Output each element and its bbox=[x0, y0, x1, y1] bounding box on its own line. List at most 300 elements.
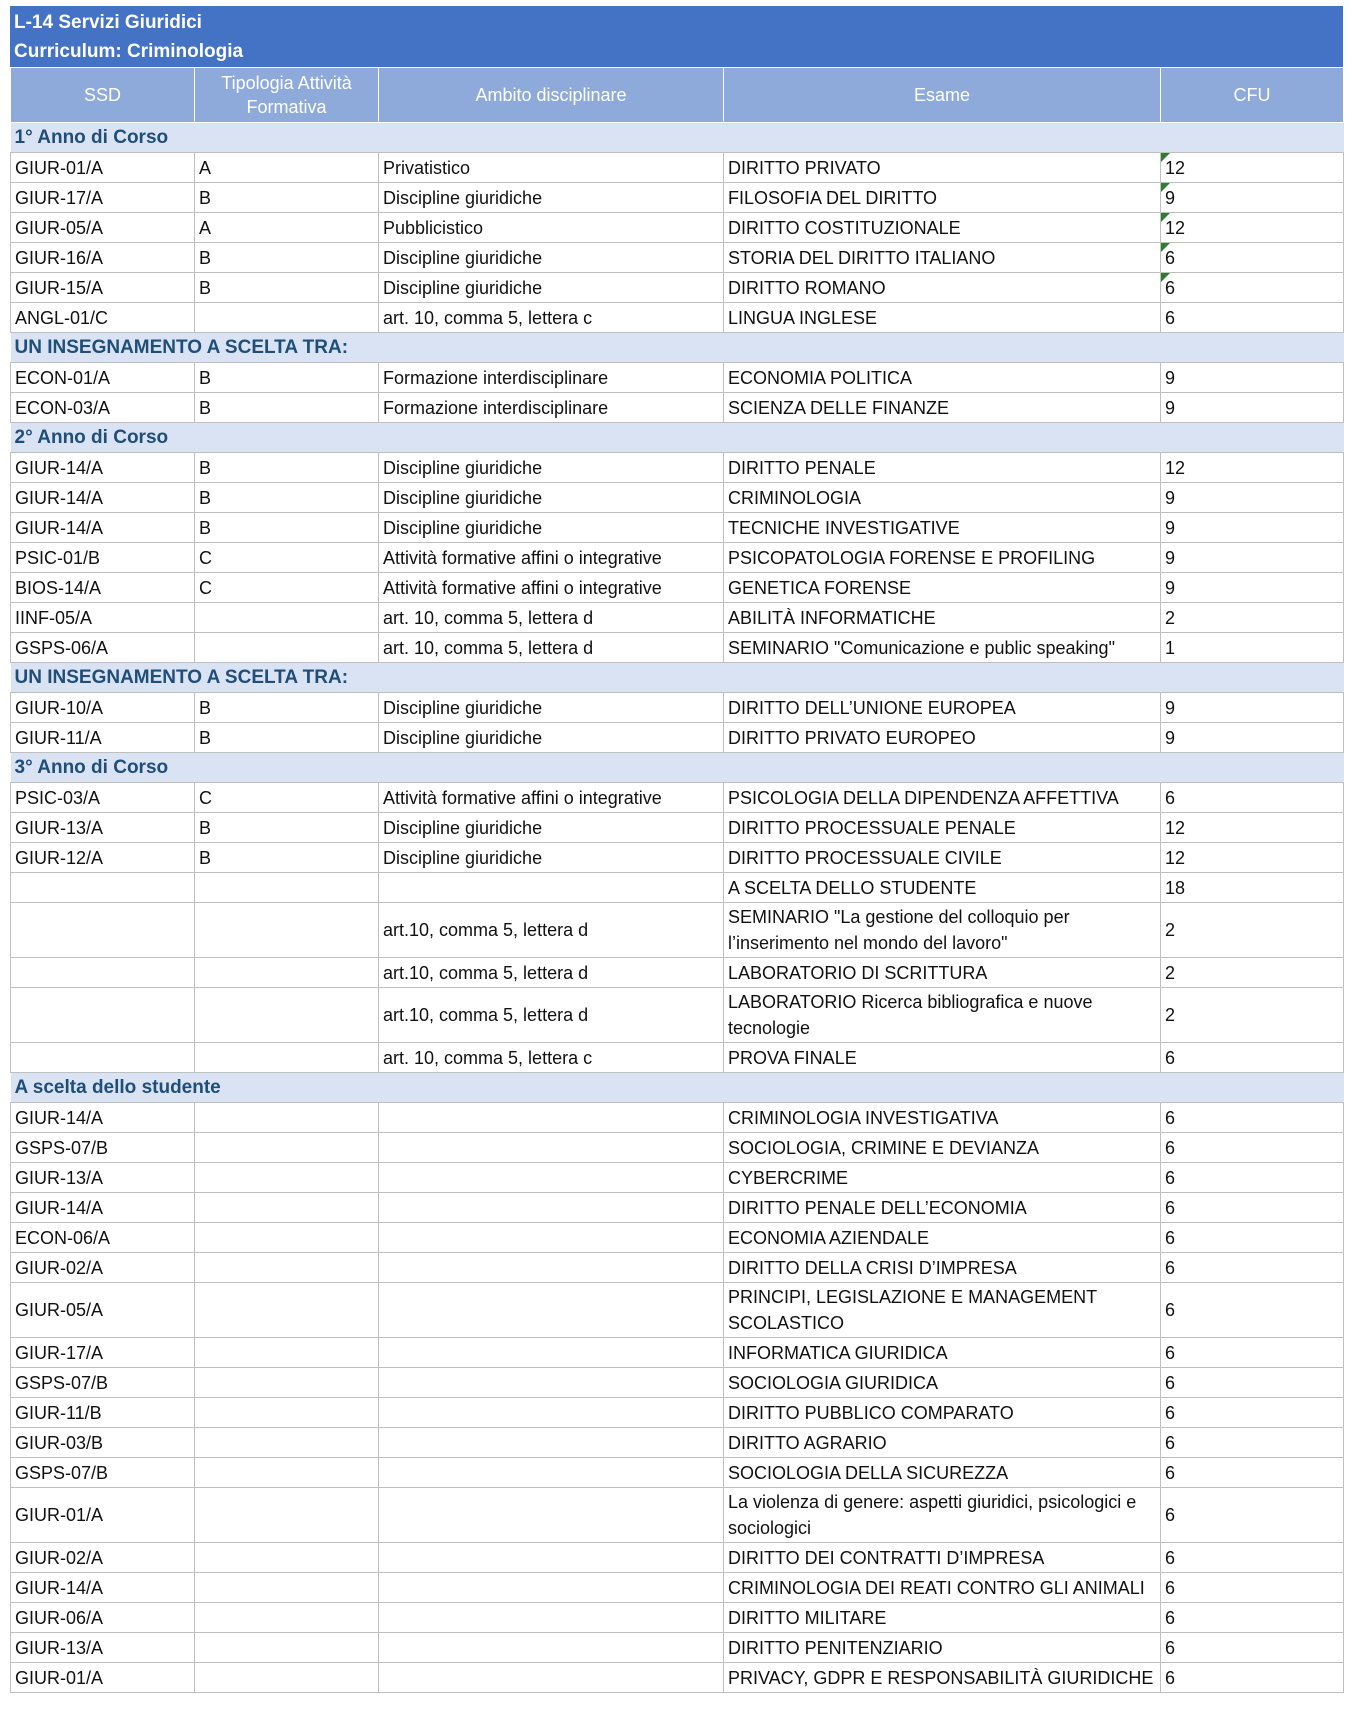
cell-cfu bbox=[1161, 183, 1344, 213]
cell-tipologia: B bbox=[195, 273, 379, 303]
cell-esame: DIRITTO DELLA CRISI D’IMPRESA bbox=[724, 1253, 1161, 1283]
cell-ambito bbox=[379, 1163, 724, 1193]
cell-ssd bbox=[11, 873, 195, 903]
cell-ambito bbox=[379, 1253, 724, 1283]
cell-ssd: GIUR-14/A bbox=[11, 483, 195, 513]
cell-ssd: IINF-05/A bbox=[11, 603, 195, 633]
cell-ambito bbox=[379, 1193, 724, 1223]
cfu-value: 6 bbox=[1165, 1667, 1176, 1688]
cell-tipologia bbox=[195, 1193, 379, 1223]
cell-ambito bbox=[379, 1338, 724, 1368]
cell-ssd: ANGL-01/C bbox=[11, 303, 195, 333]
cell-cfu bbox=[1161, 153, 1344, 183]
cfu-value: 2 bbox=[1165, 607, 1176, 628]
cell-tipologia bbox=[195, 1163, 379, 1193]
cell-esame: DIRITTO PUBBLICO COMPARATO bbox=[724, 1398, 1161, 1428]
section-heading: UN INSEGNAMENTO A SCELTA TRA: bbox=[11, 663, 1344, 693]
cell-tipologia: B bbox=[195, 843, 379, 873]
cell-ambito bbox=[379, 1603, 724, 1633]
cell-tipologia bbox=[195, 1283, 379, 1338]
cell-ambito: Attività formative affini o integrative bbox=[379, 783, 724, 813]
cell-esame: PSICOPATOLOGIA FORENSE E PROFILING bbox=[724, 543, 1161, 573]
section-heading-row bbox=[11, 123, 1344, 153]
cell-ssd bbox=[11, 958, 195, 988]
table-row bbox=[11, 958, 1344, 988]
cell-esame: CYBERCRIME bbox=[724, 1163, 1161, 1193]
cell-ssd bbox=[11, 988, 195, 1043]
cfu-value: 2 bbox=[1165, 962, 1176, 983]
cell-cfu bbox=[1161, 303, 1344, 333]
cell-tipologia bbox=[195, 988, 379, 1043]
cell-tipologia bbox=[195, 1133, 379, 1163]
cell-ambito: Privatistico bbox=[379, 153, 724, 183]
cell-cfu bbox=[1161, 1428, 1344, 1458]
table-row bbox=[11, 393, 1344, 423]
table-row bbox=[11, 603, 1344, 633]
cell-tipologia: B bbox=[195, 513, 379, 543]
cell-ssd: GIUR-14/A bbox=[11, 1573, 195, 1603]
cell-esame: STORIA DEL DIRITTO ITALIANO bbox=[724, 243, 1161, 273]
cfu-value: 6 bbox=[1165, 277, 1176, 298]
cell-ssd: GIUR-12/A bbox=[11, 843, 195, 873]
cfu-value: 6 bbox=[1165, 1637, 1176, 1658]
cell-esame: LINGUA INGLESE bbox=[724, 303, 1161, 333]
cell-cfu bbox=[1161, 633, 1344, 663]
curriculum-subtitle: Curriculum: Criminologia bbox=[14, 41, 244, 62]
table-row bbox=[11, 1253, 1344, 1283]
cell-ambito bbox=[379, 1543, 724, 1573]
header-ambito: Ambito disciplinare bbox=[379, 68, 724, 123]
cell-tipologia: C bbox=[195, 783, 379, 813]
table-row bbox=[11, 783, 1344, 813]
cell-ambito: Discipline giuridiche bbox=[379, 183, 724, 213]
cell-esame: DIRITTO DELL’UNIONE EUROPEA bbox=[724, 693, 1161, 723]
cfu-value: 6 bbox=[1165, 247, 1176, 268]
cell-ambito: Discipline giuridiche bbox=[379, 843, 724, 873]
cell-ssd: ECON-01/A bbox=[11, 363, 195, 393]
table-row bbox=[11, 153, 1344, 183]
table-row bbox=[11, 1398, 1344, 1428]
cell-ssd: GIUR-16/A bbox=[11, 243, 195, 273]
cell-esame: DIRITTO ROMANO bbox=[724, 273, 1161, 303]
cell-ambito: art.10, comma 5, lettera d bbox=[379, 903, 724, 958]
table-row bbox=[11, 573, 1344, 603]
cell-ambito: Discipline giuridiche bbox=[379, 813, 724, 843]
cell-ambito bbox=[379, 1428, 724, 1458]
cell-ssd: GIUR-05/A bbox=[11, 1283, 195, 1338]
cell-ssd: GIUR-13/A bbox=[11, 813, 195, 843]
cell-esame: DIRITTO PROCESSUALE PENALE bbox=[724, 813, 1161, 843]
cell-ssd: GIUR-06/A bbox=[11, 1603, 195, 1633]
table-row bbox=[11, 1193, 1344, 1223]
cfu-value: 6 bbox=[1165, 1137, 1176, 1158]
cell-cfu bbox=[1161, 1163, 1344, 1193]
header-tipologia: Tipologia Attività Formativa bbox=[195, 68, 379, 123]
cell-tipologia: A bbox=[195, 153, 379, 183]
cell-cfu bbox=[1161, 813, 1344, 843]
cell-ambito: Discipline giuridiche bbox=[379, 513, 724, 543]
cell-ambito: Formazione interdisciplinare bbox=[379, 393, 724, 423]
cell-ambito: Discipline giuridiche bbox=[379, 243, 724, 273]
cfu-value: 2 bbox=[1165, 1005, 1176, 1025]
table-row bbox=[11, 543, 1344, 573]
cell-ssd: GIUR-13/A bbox=[11, 1163, 195, 1193]
cell-esame: LABORATORIO Ricerca bibliografica e nuove tecnologie bbox=[724, 988, 1161, 1043]
table-row bbox=[11, 1043, 1344, 1073]
cell-esame: DIRITTO PROCESSUALE CIVILE bbox=[724, 843, 1161, 873]
cfu-value: 6 bbox=[1165, 1342, 1176, 1363]
cfu-value: 12 bbox=[1165, 847, 1186, 868]
table-row bbox=[11, 693, 1344, 723]
cell-ssd bbox=[11, 903, 195, 958]
section-heading: A scelta dello studente bbox=[11, 1073, 1344, 1103]
table-row bbox=[11, 513, 1344, 543]
cell-ambito: Discipline giuridiche bbox=[379, 273, 724, 303]
cell-ambito: Discipline giuridiche bbox=[379, 483, 724, 513]
cell-tipologia bbox=[195, 633, 379, 663]
table-row bbox=[11, 1458, 1344, 1488]
cell-tipologia bbox=[195, 1043, 379, 1073]
section-heading-row bbox=[11, 423, 1344, 453]
cell-ambito bbox=[379, 873, 724, 903]
cell-ssd: GIUR-01/A bbox=[11, 153, 195, 183]
section-heading: 3° Anno di Corso bbox=[11, 753, 1344, 783]
cell-tipologia bbox=[195, 958, 379, 988]
cell-tipologia bbox=[195, 1488, 379, 1543]
cell-ssd: GIUR-17/A bbox=[11, 1338, 195, 1368]
section-heading-row bbox=[11, 333, 1344, 363]
table-body bbox=[11, 123, 1344, 1693]
cell-tipologia bbox=[195, 1253, 379, 1283]
cell-cfu bbox=[1161, 1283, 1344, 1338]
cell-ssd: GIUR-13/A bbox=[11, 1633, 195, 1663]
cell-esame: PROVA FINALE bbox=[724, 1043, 1161, 1073]
table-row bbox=[11, 1428, 1344, 1458]
cell-ambito bbox=[379, 1398, 724, 1428]
cfu-value: 9 bbox=[1165, 577, 1176, 598]
cell-esame: LABORATORIO DI SCRITTURA bbox=[724, 958, 1161, 988]
cell-tipologia: B bbox=[195, 693, 379, 723]
section-heading-row bbox=[11, 1073, 1344, 1103]
cell-esame: PRINCIPI, LEGISLAZIONE E MANAGEMENT SCOLASTICO bbox=[724, 1283, 1161, 1338]
cell-cfu bbox=[1161, 1338, 1344, 1368]
header-ssd: SSD bbox=[11, 68, 195, 123]
table-row bbox=[11, 1163, 1344, 1193]
cell-tipologia: B bbox=[195, 363, 379, 393]
cell-ssd: GIUR-05/A bbox=[11, 213, 195, 243]
cell-ssd: ECON-06/A bbox=[11, 1223, 195, 1253]
cfu-value: 12 bbox=[1165, 217, 1186, 238]
cell-ssd: GIUR-15/A bbox=[11, 273, 195, 303]
cell-ssd: GIUR-14/A bbox=[11, 1193, 195, 1223]
cell-tipologia bbox=[195, 1573, 379, 1603]
cfu-value: 6 bbox=[1165, 1167, 1176, 1188]
cell-cfu bbox=[1161, 783, 1344, 813]
cfu-value: 6 bbox=[1165, 1107, 1176, 1128]
cell-ssd: BIOS-14/A bbox=[11, 573, 195, 603]
cell-ssd: GIUR-11/A bbox=[11, 723, 195, 753]
cell-cfu bbox=[1161, 988, 1344, 1043]
cell-cfu bbox=[1161, 1603, 1344, 1633]
cell-cfu bbox=[1161, 1543, 1344, 1573]
cell-ambito bbox=[379, 1573, 724, 1603]
cell-tipologia bbox=[195, 1603, 379, 1633]
header-cfu: CFU bbox=[1161, 68, 1344, 123]
cfu-value: 9 bbox=[1165, 547, 1176, 568]
cell-cfu bbox=[1161, 903, 1344, 958]
cell-esame: SOCIOLOGIA, CRIMINE E DEVIANZA bbox=[724, 1133, 1161, 1163]
cell-tipologia: B bbox=[195, 243, 379, 273]
cell-ambito bbox=[379, 1458, 724, 1488]
cell-cfu bbox=[1161, 483, 1344, 513]
cell-cfu bbox=[1161, 513, 1344, 543]
cfu-value: 6 bbox=[1165, 1547, 1176, 1568]
cell-esame: SCIENZA DELLE FINANZE bbox=[724, 393, 1161, 423]
cfu-value: 6 bbox=[1165, 1197, 1176, 1218]
cell-ssd: GIUR-17/A bbox=[11, 183, 195, 213]
cfu-value: 9 bbox=[1165, 517, 1176, 538]
table-row bbox=[11, 363, 1344, 393]
cell-tipologia bbox=[195, 873, 379, 903]
table-row bbox=[11, 1488, 1344, 1543]
cell-esame: PSICOLOGIA DELLA DIPENDENZA AFFETTIVA bbox=[724, 783, 1161, 813]
header-row bbox=[11, 68, 1344, 123]
table-row bbox=[11, 243, 1344, 273]
table-row bbox=[11, 453, 1344, 483]
cell-cfu bbox=[1161, 363, 1344, 393]
courses-table bbox=[10, 67, 1344, 1693]
cell-ambito bbox=[379, 1223, 724, 1253]
cell-esame: CRIMINOLOGIA bbox=[724, 483, 1161, 513]
cell-tipologia bbox=[195, 1458, 379, 1488]
cell-tipologia bbox=[195, 1663, 379, 1693]
cell-tipologia: A bbox=[195, 213, 379, 243]
table-row bbox=[11, 813, 1344, 843]
cfu-value: 9 bbox=[1165, 397, 1176, 418]
cell-ambito bbox=[379, 1488, 724, 1543]
cell-ambito: Discipline giuridiche bbox=[379, 453, 724, 483]
cell-esame: A SCELTA DELLO STUDENTE bbox=[724, 873, 1161, 903]
table-row bbox=[11, 723, 1344, 753]
cell-tipologia bbox=[195, 1543, 379, 1573]
cell-esame: GENETICA FORENSE bbox=[724, 573, 1161, 603]
cell-ssd: GSPS-06/A bbox=[11, 633, 195, 663]
cell-cfu bbox=[1161, 543, 1344, 573]
cell-esame: ECONOMIA POLITICA bbox=[724, 363, 1161, 393]
cfu-value: 2 bbox=[1165, 920, 1176, 940]
cell-tipologia bbox=[195, 903, 379, 958]
cell-ssd: PSIC-01/B bbox=[11, 543, 195, 573]
cell-cfu bbox=[1161, 1133, 1344, 1163]
cfu-value: 12 bbox=[1165, 457, 1186, 478]
table-row bbox=[11, 1103, 1344, 1133]
course-title: L-14 Servizi Giuridici bbox=[14, 12, 202, 33]
cell-ambito bbox=[379, 1633, 724, 1663]
cell-ssd: GIUR-14/A bbox=[11, 453, 195, 483]
cell-ambito bbox=[379, 1283, 724, 1338]
cell-cfu bbox=[1161, 573, 1344, 603]
cfu-value: 12 bbox=[1165, 157, 1186, 178]
comment-flag-icon bbox=[1161, 273, 1170, 282]
cell-esame: DIRITTO DEI CONTRATTI D’IMPRESA bbox=[724, 1543, 1161, 1573]
table-row bbox=[11, 483, 1344, 513]
cell-ambito bbox=[379, 1368, 724, 1398]
table-row bbox=[11, 183, 1344, 213]
cell-tipologia: B bbox=[195, 453, 379, 483]
cell-esame: FILOSOFIA DEL DIRITTO bbox=[724, 183, 1161, 213]
cell-cfu bbox=[1161, 1223, 1344, 1253]
cfu-value: 6 bbox=[1165, 1257, 1176, 1278]
cell-tipologia bbox=[195, 1338, 379, 1368]
comment-flag-icon bbox=[1161, 213, 1170, 222]
cfu-value: 6 bbox=[1165, 1462, 1176, 1483]
cell-tipologia bbox=[195, 1398, 379, 1428]
cell-ssd: GIUR-02/A bbox=[11, 1543, 195, 1573]
cell-cfu bbox=[1161, 273, 1344, 303]
cell-tipologia bbox=[195, 1103, 379, 1133]
table-row bbox=[11, 1223, 1344, 1253]
cell-ssd: GIUR-03/B bbox=[11, 1428, 195, 1458]
table-row bbox=[11, 1338, 1344, 1368]
cell-ambito: Attività formative affini o integrative bbox=[379, 543, 724, 573]
cell-tipologia bbox=[195, 603, 379, 633]
table-row bbox=[11, 1603, 1344, 1633]
cell-cfu bbox=[1161, 213, 1344, 243]
section-heading-row bbox=[11, 663, 1344, 693]
cfu-value: 6 bbox=[1165, 1607, 1176, 1628]
table-row bbox=[11, 1368, 1344, 1398]
cell-ambito: Formazione interdisciplinare bbox=[379, 363, 724, 393]
cfu-value: 6 bbox=[1165, 1402, 1176, 1423]
cell-cfu bbox=[1161, 723, 1344, 753]
cell-esame: SOCIOLOGIA GIURIDICA bbox=[724, 1368, 1161, 1398]
table-row bbox=[11, 1573, 1344, 1603]
cell-esame: SEMINARIO "Comunicazione e public speaking" bbox=[724, 633, 1161, 663]
comment-flag-icon bbox=[1161, 243, 1170, 252]
cell-cfu bbox=[1161, 1043, 1344, 1073]
cfu-value: 18 bbox=[1165, 877, 1186, 898]
cfu-value: 6 bbox=[1165, 1505, 1176, 1525]
header-esame: Esame bbox=[724, 68, 1161, 123]
cell-esame: ECONOMIA AZIENDALE bbox=[724, 1223, 1161, 1253]
curriculum-sheet bbox=[10, 6, 1343, 1693]
cell-cfu bbox=[1161, 1663, 1344, 1693]
cell-cfu bbox=[1161, 1573, 1344, 1603]
cell-cfu bbox=[1161, 1488, 1344, 1543]
cell-ssd: GIUR-11/B bbox=[11, 1398, 195, 1428]
cell-cfu bbox=[1161, 603, 1344, 633]
cell-cfu bbox=[1161, 393, 1344, 423]
cell-esame: DIRITTO COSTITUZIONALE bbox=[724, 213, 1161, 243]
cfu-value: 9 bbox=[1165, 487, 1176, 508]
cell-ambito: art.10, comma 5, lettera d bbox=[379, 988, 724, 1043]
cell-ssd: GIUR-01/A bbox=[11, 1663, 195, 1693]
table-row bbox=[11, 1283, 1344, 1338]
cell-tipologia bbox=[195, 1368, 379, 1398]
cell-esame: DIRITTO PENALE bbox=[724, 453, 1161, 483]
table-row bbox=[11, 903, 1344, 958]
cell-tipologia: C bbox=[195, 543, 379, 573]
cfu-value: 6 bbox=[1165, 1372, 1176, 1393]
cell-esame: DIRITTO PRIVATO EUROPEO bbox=[724, 723, 1161, 753]
comment-flag-icon bbox=[1161, 153, 1170, 162]
cell-ssd: GIUR-02/A bbox=[11, 1253, 195, 1283]
cell-tipologia bbox=[195, 1428, 379, 1458]
cell-esame: DIRITTO MILITARE bbox=[724, 1603, 1161, 1633]
cell-esame: SOCIOLOGIA DELLA SICUREZZA bbox=[724, 1458, 1161, 1488]
cell-ambito: Discipline giuridiche bbox=[379, 723, 724, 753]
cell-ssd: PSIC-03/A bbox=[11, 783, 195, 813]
table-row bbox=[11, 1663, 1344, 1693]
cell-tipologia bbox=[195, 1633, 379, 1663]
cell-ssd: GSPS-07/B bbox=[11, 1133, 195, 1163]
cell-ssd bbox=[11, 1043, 195, 1073]
cell-ssd: ECON-03/A bbox=[11, 393, 195, 423]
cell-esame: CRIMINOLOGIA INVESTIGATIVA bbox=[724, 1103, 1161, 1133]
cfu-value: 6 bbox=[1165, 787, 1176, 808]
cell-cfu bbox=[1161, 873, 1344, 903]
cell-cfu bbox=[1161, 1398, 1344, 1428]
cell-ambito: art. 10, comma 5, lettera c bbox=[379, 1043, 724, 1073]
cell-cfu bbox=[1161, 1253, 1344, 1283]
cell-esame: DIRITTO PENALE DELL’ECONOMIA bbox=[724, 1193, 1161, 1223]
table-row bbox=[11, 273, 1344, 303]
cell-ssd: GIUR-10/A bbox=[11, 693, 195, 723]
cell-ambito: art. 10, comma 5, lettera d bbox=[379, 633, 724, 663]
table-row bbox=[11, 213, 1344, 243]
cell-ambito: Attività formative affini o integrative bbox=[379, 573, 724, 603]
cell-ambito: Discipline giuridiche bbox=[379, 693, 724, 723]
cell-esame: DIRITTO PENITENZIARIO bbox=[724, 1633, 1161, 1663]
cell-ambito: art.10, comma 5, lettera d bbox=[379, 958, 724, 988]
cell-cfu bbox=[1161, 843, 1344, 873]
cell-ambito: art. 10, comma 5, lettera c bbox=[379, 303, 724, 333]
table-row bbox=[11, 1543, 1344, 1573]
cell-tipologia bbox=[195, 1223, 379, 1253]
cell-tipologia: B bbox=[195, 393, 379, 423]
cfu-value: 6 bbox=[1165, 1300, 1176, 1320]
section-heading: UN INSEGNAMENTO A SCELTA TRA: bbox=[11, 333, 1344, 363]
cell-ambito bbox=[379, 1103, 724, 1133]
cell-cfu bbox=[1161, 1103, 1344, 1133]
cfu-value: 6 bbox=[1165, 1577, 1176, 1598]
cell-ssd: GIUR-14/A bbox=[11, 1103, 195, 1133]
cell-ssd: GIUR-01/A bbox=[11, 1488, 195, 1543]
cell-cfu bbox=[1161, 1368, 1344, 1398]
cfu-value: 6 bbox=[1165, 1432, 1176, 1453]
cell-tipologia: C bbox=[195, 573, 379, 603]
cfu-value: 6 bbox=[1165, 1047, 1176, 1068]
cell-ssd: GIUR-14/A bbox=[11, 513, 195, 543]
cfu-value: 12 bbox=[1165, 817, 1186, 838]
cell-tipologia bbox=[195, 303, 379, 333]
cell-cfu bbox=[1161, 453, 1344, 483]
cell-tipologia: B bbox=[195, 183, 379, 213]
cfu-value: 6 bbox=[1165, 1227, 1176, 1248]
section-heading: 1° Anno di Corso bbox=[11, 123, 1344, 153]
cell-esame: PRIVACY, GDPR E RESPONSABILITÀ GIURIDICHE bbox=[724, 1663, 1161, 1693]
cell-esame: La violenza di genere: aspetti giuridici, psicologici e sociologici bbox=[724, 1488, 1161, 1543]
cell-tipologia: B bbox=[195, 723, 379, 753]
cfu-value: 9 bbox=[1165, 367, 1176, 388]
cell-cfu bbox=[1161, 1193, 1344, 1223]
table-row bbox=[11, 988, 1344, 1043]
cell-esame: INFORMATICA GIURIDICA bbox=[724, 1338, 1161, 1368]
cell-ambito bbox=[379, 1663, 724, 1693]
cell-tipologia: B bbox=[195, 483, 379, 513]
cell-ssd: GSPS-07/B bbox=[11, 1368, 195, 1398]
table-row bbox=[11, 1133, 1344, 1163]
